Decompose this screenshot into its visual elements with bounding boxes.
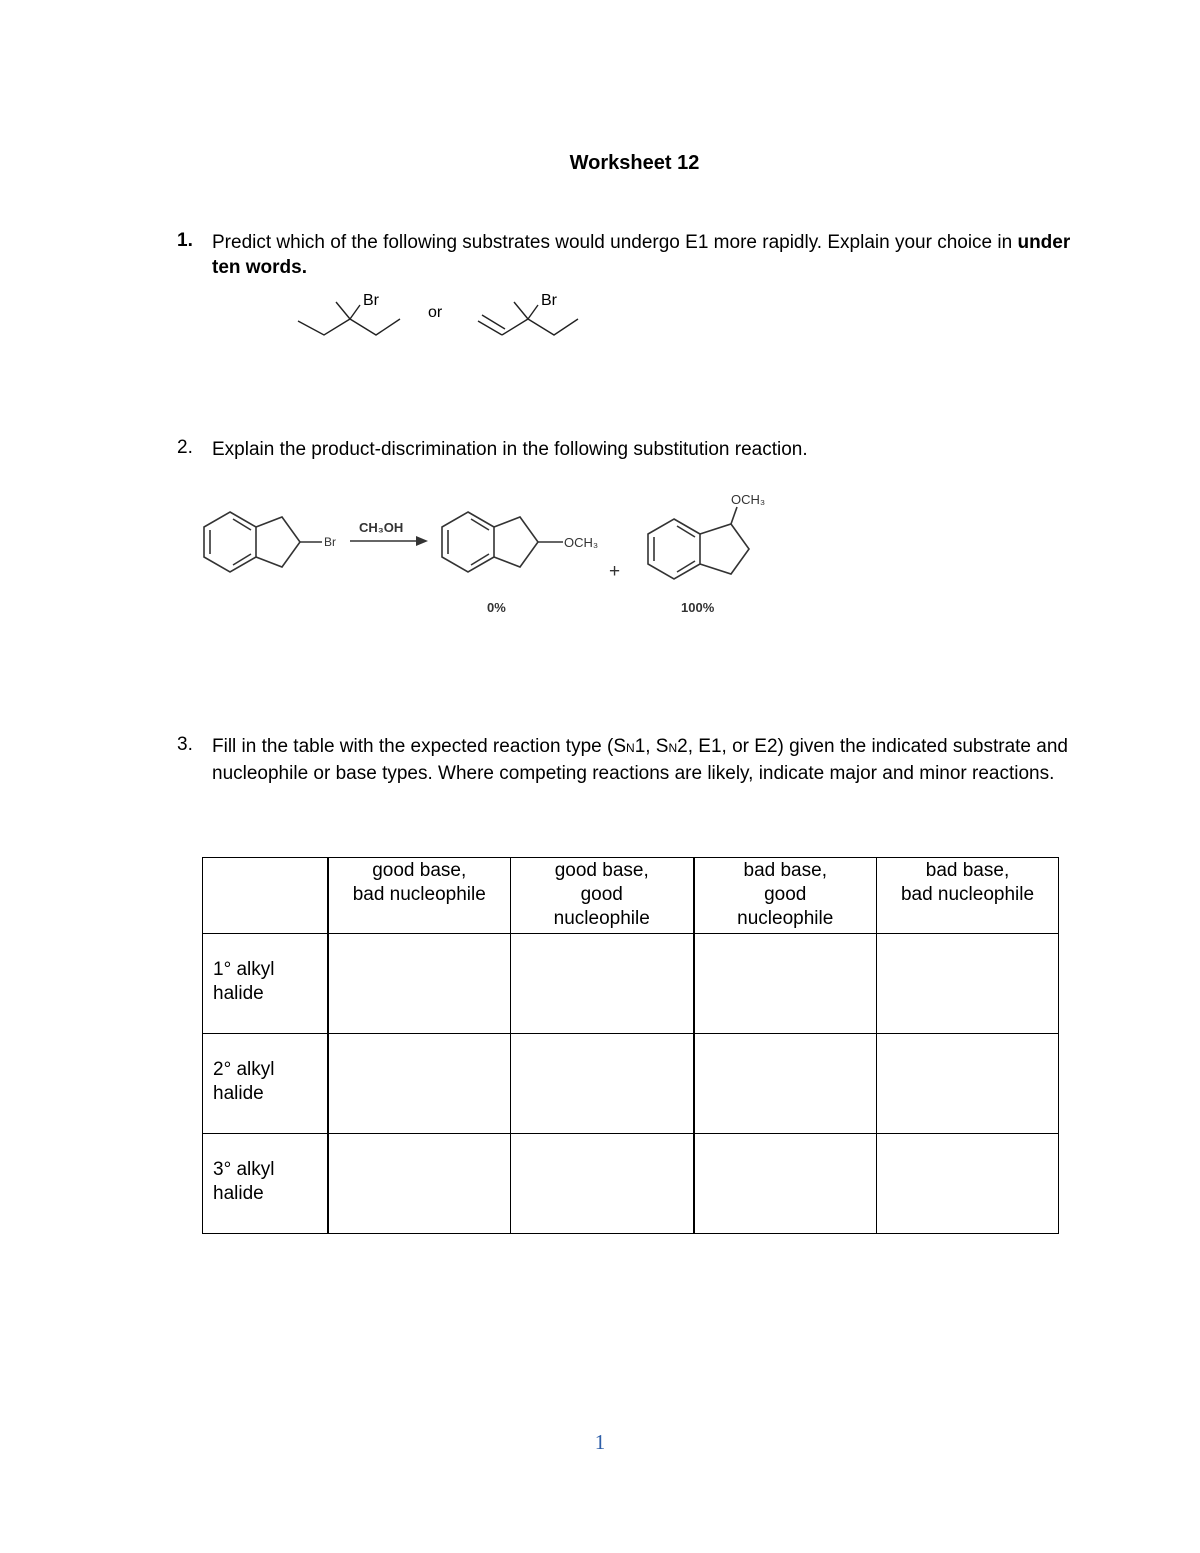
row-label-secondary	[203, 1034, 328, 1134]
header-line: nucleophile	[737, 908, 834, 929]
answer-cell[interactable]	[328, 934, 511, 1034]
question-2-number: 2.	[177, 437, 193, 458]
q2-reactant-indane	[204, 512, 322, 572]
row-label-line: 2° alkyl	[213, 1059, 275, 1080]
header-line: bad nucleophile	[352, 884, 486, 905]
q2-och3-a-label: OCH₃	[564, 535, 599, 550]
header-line: good base,	[372, 860, 467, 881]
header-line: good	[764, 884, 807, 905]
row-label-line: halide	[213, 1183, 264, 1204]
q2-yield-a: 0%	[487, 600, 506, 615]
answer-cell[interactable]	[511, 934, 694, 1034]
row-label-tertiary	[203, 1134, 328, 1234]
sn2-subscript: N	[668, 741, 678, 755]
row-label-line: halide	[213, 1083, 264, 1104]
table-row	[203, 934, 1059, 1034]
header-line: bad base,	[925, 860, 1010, 881]
header-bad-base-good-nucleophile	[694, 858, 877, 934]
q1-molecule-left	[298, 302, 400, 335]
question-3-text-part-1: Fill in the table with the expected reaction type (S	[212, 736, 627, 757]
question-1-emphasis: under ten words.	[212, 232, 1071, 278]
answer-cell[interactable]	[328, 1034, 511, 1134]
answer-cell[interactable]	[877, 1034, 1059, 1134]
question-1-number: 1.	[177, 230, 193, 251]
question-2-text: Explain the product-discrimination in the following substitution reaction.	[212, 439, 808, 460]
answer-cell[interactable]	[511, 1034, 694, 1134]
q1-left-br-label: Br	[363, 292, 379, 309]
q2-yield-b: 100%	[681, 600, 715, 615]
q2-product-2-methoxyindane	[442, 512, 563, 572]
q2-och3-b-label: OCH₃	[731, 492, 766, 507]
header-line: good base,	[554, 860, 649, 881]
q1-molecule-right	[478, 302, 578, 335]
question-3-text-part-3: 2, E1, or E2) given the indicated substrate and nucleophile or base types. Where competing reactions are likely, indicate major and minor reactions.	[212, 736, 1068, 784]
answer-cell[interactable]	[328, 1134, 511, 1234]
q2-br-label: Br	[324, 535, 336, 549]
table-row	[203, 1034, 1059, 1134]
header-line: nucleophile	[553, 908, 650, 929]
q2-reagent-label: CH₃OH	[359, 520, 404, 535]
answer-cell[interactable]	[511, 1134, 694, 1234]
row-label-primary	[203, 934, 328, 1034]
header-good-base-good-nucleophile	[511, 858, 694, 934]
table-corner-cell	[203, 858, 328, 934]
reaction-type-table	[202, 857, 1059, 1234]
header-line: bad base,	[743, 860, 827, 881]
answer-cell[interactable]	[694, 1034, 877, 1134]
page-number: 1	[594, 1430, 606, 1454]
question-1-prompt: Predict which of the following substrates would undergo E1 more rapidly. Explain your choice in	[212, 232, 1013, 253]
answer-cell[interactable]	[694, 1134, 877, 1234]
sn1-subscript: N	[626, 741, 635, 755]
header-bad-base-bad-nucleophile	[877, 858, 1059, 934]
question-3-text	[212, 734, 1072, 786]
worksheet-title: Worksheet 12	[569, 152, 700, 174]
q2-product-1-methoxyindane	[648, 507, 749, 579]
table-row	[203, 1134, 1059, 1234]
row-label-line: 3° alkyl	[213, 1159, 275, 1180]
question-3-text-part-2: 1, S	[634, 736, 669, 757]
q1-right-br-label: Br	[541, 292, 557, 309]
answer-cell[interactable]	[877, 934, 1059, 1034]
q1-or-label: or	[428, 304, 443, 321]
header-line: good	[580, 884, 623, 905]
row-label-line: halide	[213, 983, 264, 1004]
table-header-row	[203, 858, 1059, 934]
header-good-base-bad-nucleophile	[328, 858, 511, 934]
question-3-number: 3.	[177, 734, 193, 755]
answer-cell[interactable]	[694, 934, 877, 1034]
header-line: bad nucleophile	[900, 884, 1035, 905]
reaction-arrow	[350, 536, 428, 546]
answer-cell[interactable]	[877, 1134, 1059, 1234]
row-label-line: 1° alkyl	[213, 959, 275, 980]
q2-plus-sign: +	[609, 561, 621, 582]
